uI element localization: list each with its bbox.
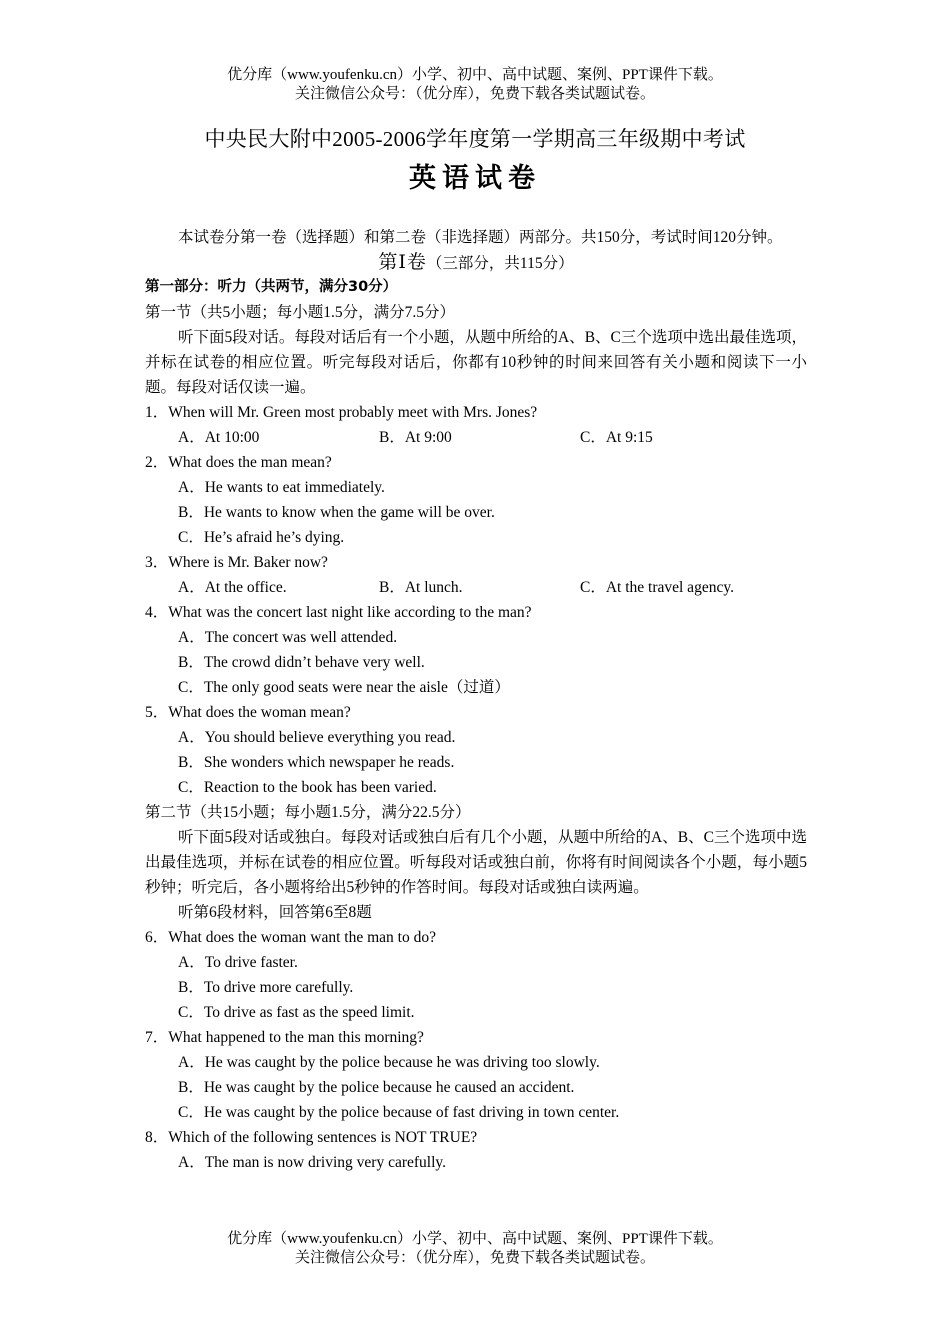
section1-instructions: 听下面5段对话。每段对话后有一个小题，从题中所给的A、B、C三个选项中选出最佳选项，并标在试卷的相应位置。听完每段对话后，你都有10秒钟的时间来回答有关小题和阅读下一小题。每段对话仅读一遍。	[145, 329, 807, 396]
option-a: A．The concert was well attended.	[178, 629, 398, 646]
question-stem: 3．Where is Mr. Baker now?	[145, 554, 328, 571]
option-b: B．At 9:00	[379, 429, 452, 446]
exam-body	[145, 225, 807, 1175]
option-a: A．He was caught by the police because he was driving too slowly.	[178, 1054, 600, 1071]
volume-heading	[145, 250, 807, 275]
option-c: C．At the travel agency.	[580, 579, 734, 596]
page-footer	[0, 1230, 950, 1268]
intro-paragraph: 本试卷分第一卷（选择题）和第二卷（非选择题）两部分。共150分，考试时间120分钟。	[178, 229, 783, 246]
material-note: 听第6段材料，回答第6至8题	[178, 904, 372, 921]
part1-title: 第一部分：听力（共两节，满分30分）	[145, 279, 398, 295]
question-stem: 7．What happened to the man this morning?	[145, 1029, 424, 1046]
option-b: B．She wonders which newspaper he reads.	[178, 754, 455, 771]
section2-instructions: 听下面5段对话或独白。每段对话或独白后有几个小题，从题中所给的A、B、C三个选项中选出最佳选项，并标在试卷的相应位置。听每段对话或独白前，你将有时间阅读各个小题，每小题5秒钟；听完后，各小题将给出5秒钟的作答时间。每段对话或独白读两遍。	[145, 829, 807, 896]
exam-title: 中央民大附中2005-2006学年度第一学期高三年级期中考试	[204, 127, 746, 151]
exam-subtitle: 英语试卷	[409, 163, 541, 193]
options-row	[145, 575, 807, 600]
option-a: A．You should believe everything you read.	[178, 729, 456, 746]
option-b: B．The crowd didn’t behave very well.	[178, 654, 425, 671]
question-stem: 6．What does the woman want the man to do?	[145, 929, 436, 946]
question-stem: 4．What was the concert last night like according to the man?	[145, 604, 532, 621]
section2-title: 第二节（共15小题；每小题1.5分，满分22.5分）	[145, 804, 471, 821]
option-c: C．Reaction to the book has been varied.	[178, 779, 437, 796]
section1-title: 第一节（共5小题；每小题1.5分，满分7.5分）	[145, 304, 456, 321]
question-stem: 2．What does the man mean?	[145, 454, 332, 471]
option-a: A．He wants to eat immediately.	[178, 479, 385, 496]
page-header	[0, 66, 950, 104]
option-b: B．To drive more carefully.	[178, 979, 354, 996]
footer-line-2: 关注微信公众号：（优分库），免费下载各类试题试卷。	[294, 1250, 655, 1266]
option-a: A．At the office.	[178, 579, 287, 596]
header-line-1: 优分库（www.youfenku.cn）小学、初中、高中试题、案例、PPT课件下载。	[227, 67, 723, 83]
option-c: C．He was caught by the police because of fast driving in town center.	[178, 1104, 620, 1121]
question-stem: 5．What does the woman mean?	[145, 704, 351, 721]
option-b: B．At lunch.	[379, 579, 463, 596]
option-a: A．The man is now driving very carefully.	[178, 1154, 447, 1171]
option-a: A．To drive faster.	[178, 954, 298, 971]
option-b: B．He was caught by the police because he caused an accident.	[178, 1079, 575, 1096]
volume-name: 第Ⅰ卷	[378, 252, 427, 273]
option-c: C．The only good seats were near the aisle（过道）	[178, 679, 510, 696]
volume-note: （三部分，共115分）	[426, 255, 574, 272]
question-stem: 8．Which of the following sentences is NOT TRUE?	[145, 1129, 478, 1146]
question-stem: 1．When will Mr. Green most probably meet with Mrs. Jones?	[145, 404, 538, 421]
options-row	[145, 425, 807, 450]
option-c: C．At 9:15	[580, 429, 653, 446]
option-c: C．To drive as fast as the speed limit.	[178, 1004, 415, 1021]
footer-line-1: 优分库（www.youfenku.cn）小学、初中、高中试题、案例、PPT课件下载。	[227, 1231, 723, 1247]
option-a: A．At 10:00	[178, 429, 260, 446]
header-line-2: 关注微信公众号：（优分库），免费下载各类试题试卷。	[294, 86, 655, 102]
option-b: B．He wants to know when the game will be over.	[178, 504, 495, 521]
option-c: C．He’s afraid he’s dying.	[178, 529, 345, 546]
